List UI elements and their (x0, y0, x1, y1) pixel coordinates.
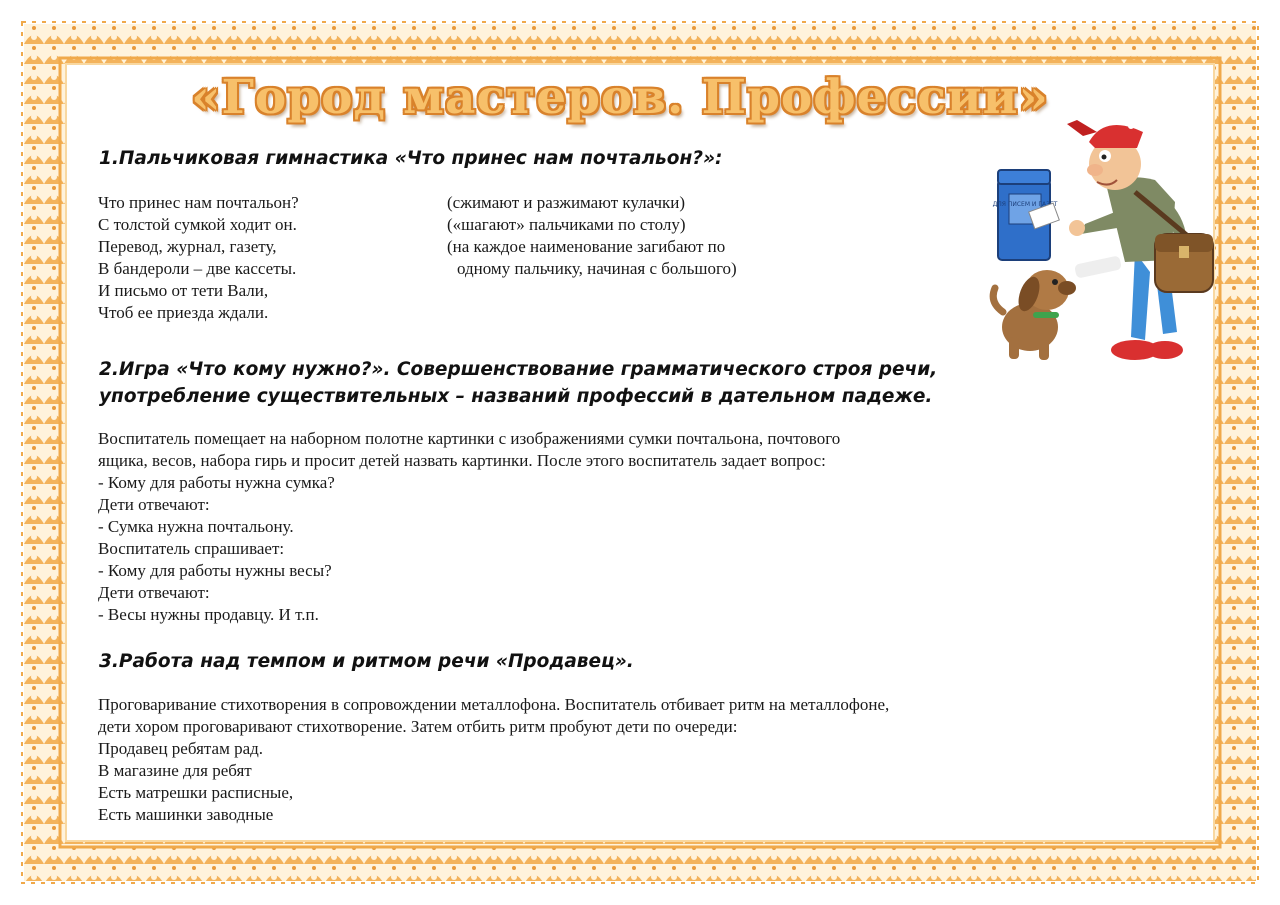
action-line: («шагают» пальчиками по столу) (447, 215, 686, 234)
section1-heading: 1.Пальчиковая гимнастика «Что принес нам почтальон?»: (99, 148, 723, 169)
poem-line: С толстой сумкой ходит он. (98, 215, 297, 234)
section1-actions (447, 192, 737, 280)
action-line: одному пальчику, начиная с большого) (457, 259, 737, 278)
body-line: - Кому для работы нужны весы? (98, 561, 332, 580)
body-line: Воспитатель помещает на наборном полотне картинки с изображениями сумки почтальона, почтового (98, 429, 841, 448)
body-line: Дети отвечают: (98, 495, 210, 514)
poem-line: В бандероли – две кассеты. (98, 259, 297, 278)
poem-line: Что принес нам почтальон? (98, 193, 299, 212)
body-line: Проговаривание стихотворения в сопровождении металлофона. Воспитатель отбивает ритм на металлофоне, (98, 695, 890, 714)
poem-line: И письмо от тети Вали, (98, 281, 269, 300)
mailbox-sign-text: ДЛЯ ПИСЕМ И ГАЗЕТ (992, 201, 1058, 208)
body-line: - Сумка нужна почтальону. (98, 517, 294, 536)
body-line: Дети отвечают: (98, 583, 210, 602)
section3-heading: 3.Работа над темпом и ритмом речи «Продавец». (99, 651, 634, 672)
action-line: (сжимают и разжимают кулачки) (447, 193, 686, 212)
body-line: - Весы нужны продавцу. И т.п. (98, 605, 319, 624)
mailman-illustration (985, 112, 1225, 384)
body-line: Воспитатель спрашивает: (98, 539, 285, 558)
page-title: «Город мастеров. Профессии» (191, 70, 1049, 125)
section2-heading-line: употребление существительных – названий профессий в дательном падеже. (99, 386, 933, 407)
body-line: Есть машинки заводные (98, 805, 274, 824)
section2-heading (99, 356, 937, 410)
dog-icon (993, 270, 1076, 360)
poem-line: Перевод, журнал, газету, (98, 237, 277, 256)
action-line: (на каждое наименование загибают по (447, 237, 726, 256)
body-line: дети хором проговаривают стихотворение. Затем отбить ритм пробуют дети по очереди: (98, 717, 738, 736)
section3-body (98, 694, 889, 826)
mailbox-icon (993, 170, 1060, 260)
body-line: Есть матрешки расписные, (98, 783, 294, 802)
section1-poem (98, 192, 299, 324)
mailman-icon (1067, 120, 1213, 360)
body-line: - Кому для работы нужна сумка? (98, 473, 335, 492)
section2-body (98, 428, 840, 626)
section2-heading-line: 2.Игра «Что кому нужно?». Совершенствование грамматического строя речи, (99, 359, 938, 380)
body-line: В магазине для ребят (98, 761, 252, 780)
body-line: Продавец ребятам рад. (98, 739, 264, 758)
poem-line: Чтоб ее приезда ждали. (98, 303, 269, 322)
body-line: ящика, весов, набора гирь и просит детей назвать картинки. После этого воспитатель задает вопрос: (98, 451, 826, 470)
